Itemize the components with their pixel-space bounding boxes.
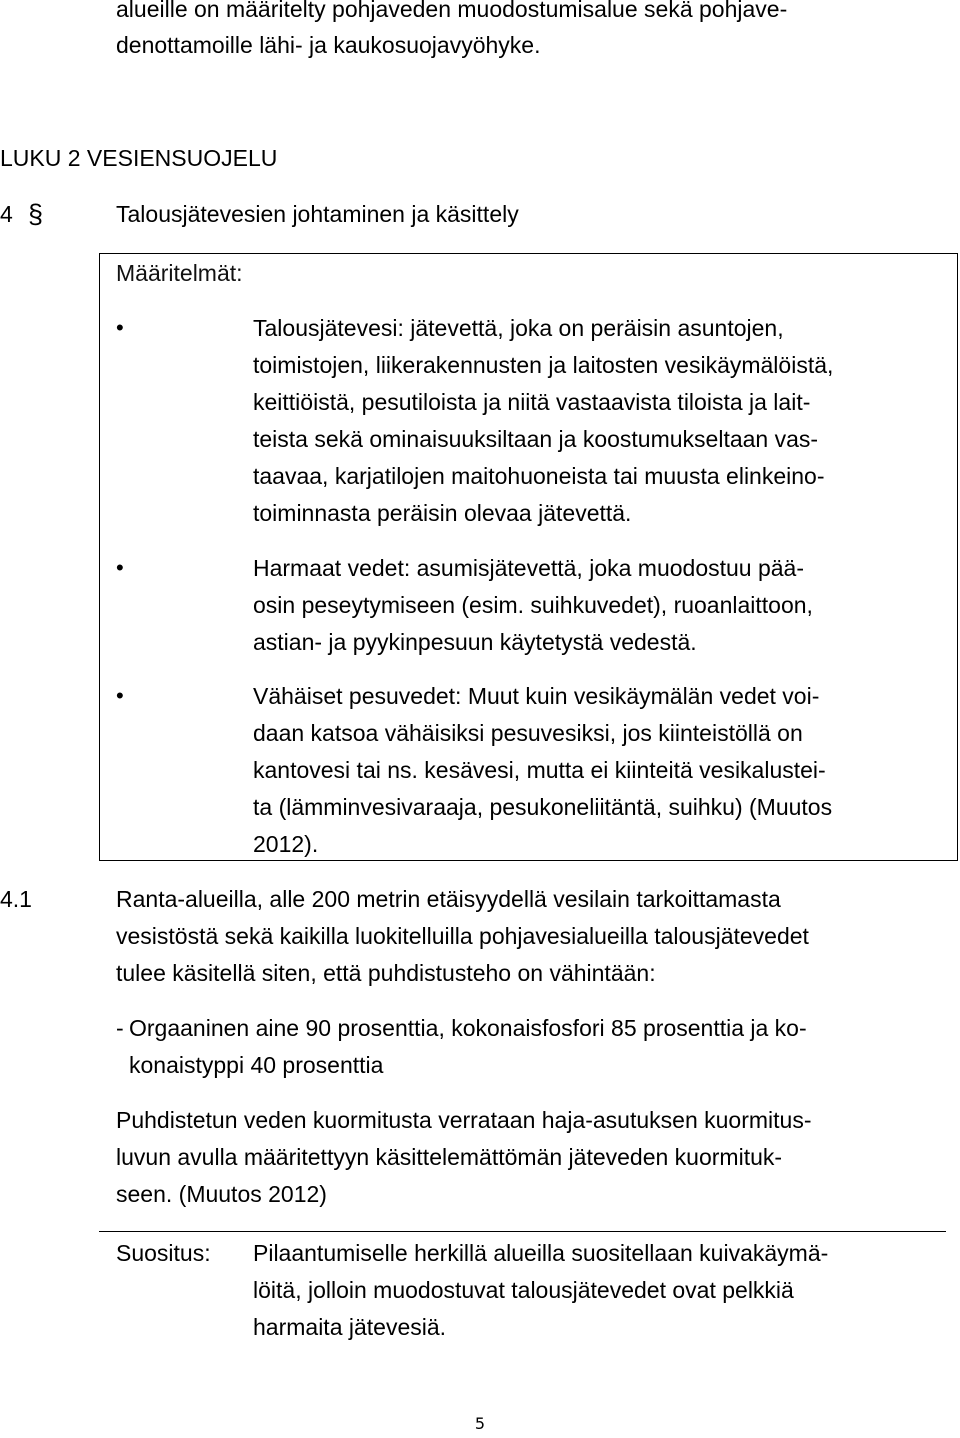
definition-line: taavaa, karjatilojen maitohuoneista tai muusta elinkeino- [253, 463, 825, 489]
recommendation-line: Pilaantumiselle herkillä alueilla suositellaan kuivakäymä- [253, 1240, 829, 1266]
definition-line: 2012). [253, 831, 319, 857]
recommendation-label: Suositus: [116, 1240, 211, 1266]
definition-line: toiminnasta peräisin olevaa jätevettä. [253, 500, 632, 526]
definition-line: keittiöistä, pesutiloista ja niitä vastaavista tiloista ja lait- [253, 389, 811, 415]
definition-line: Vähäiset pesuvedet: Muut kuin vesikäymälän vedet voi- [253, 683, 820, 709]
clause-line: tulee käsitellä siten, että puhdistusteho on vähintään: [116, 960, 656, 986]
paragraph-line: seen. (Muutos 2012) [116, 1181, 327, 1207]
clause-line: Ranta-alueilla, alle 200 metrin etäisyydellä vesilain tarkoittamasta [116, 886, 781, 912]
definition-line: Talousjätevesi: jätevettä, joka on peräisin asuntojen, [253, 315, 784, 341]
definition-line: teista sekä ominaisuuksiltaan ja koostumukseltaan vas- [253, 426, 819, 452]
definition-line: daan katsoa vähäisiksi pesuvesiksi, jos kiinteistöllä on [253, 720, 803, 746]
bullet-icon: • [116, 555, 124, 580]
page-number: 5 [474, 1414, 486, 1433]
chapter-heading: LUKU 2 VESIENSUOJELU [0, 145, 278, 171]
list-line: Orgaaninen aine 90 prosenttia, kokonaisfosfori 85 prosenttia ja ko- [129, 1015, 807, 1041]
paragraph-line: Puhdistetun veden kuormitusta verrataan haja-asutuksen kuormitus- [116, 1107, 812, 1133]
definition-line: toimistojen, liikerakennusten ja laitosten vesikäymälöistä, [253, 352, 834, 378]
recommendation-line: löitä, jolloin muodostuvat talousjätevedet ovat pelkkiä [253, 1277, 794, 1303]
definitions-title: Määritelmät: [116, 260, 243, 286]
list-marker: - [116, 1015, 124, 1041]
definition-line: astian- ja pyykinpesuun käytetystä vedestä. [253, 629, 697, 655]
recommendation-line: harmaita jätevesiä. [253, 1314, 447, 1340]
intro-line: denottamoille lähi- ja kaukosuojavyöhyke. [116, 32, 541, 58]
bullet-icon: • [116, 683, 124, 708]
recommendation-rule [99, 1231, 946, 1232]
intro-line: alueille on määritelty pohjaveden muodostumisalue sekä pohjave- [116, 0, 788, 22]
definition-line: ta (lämminvesivaraaja, pesukoneliitäntä, suihku) (Muutos [253, 794, 833, 820]
section-title: Talousjätevesien johtaminen ja käsittely [116, 201, 519, 227]
section-number: 4 [0, 201, 13, 227]
bullet-icon: • [116, 315, 124, 340]
definition-line: Harmaat vedet: asumisjätevettä, joka muodostuu pää- [253, 555, 805, 581]
paragraph-line: luvun avulla määritettyyn käsittelemättömän jäteveden kuormituk- [116, 1144, 783, 1170]
clause-number: 4.1 [0, 886, 32, 912]
clause-line: vesistöstä sekä kaikilla luokitelluilla pohjavesialueilla talousjätevedet [116, 923, 809, 949]
section-symbol: § [28, 199, 44, 229]
list-line: konaistyppi 40 prosenttia [129, 1052, 384, 1078]
definition-line: kantovesi tai ns. kesävesi, mutta ei kiinteitä vesikalustei- [253, 757, 826, 783]
definition-line: osin peseytymiseen (esim. suihkuvedet), ruoanlaittoon, [253, 592, 813, 618]
